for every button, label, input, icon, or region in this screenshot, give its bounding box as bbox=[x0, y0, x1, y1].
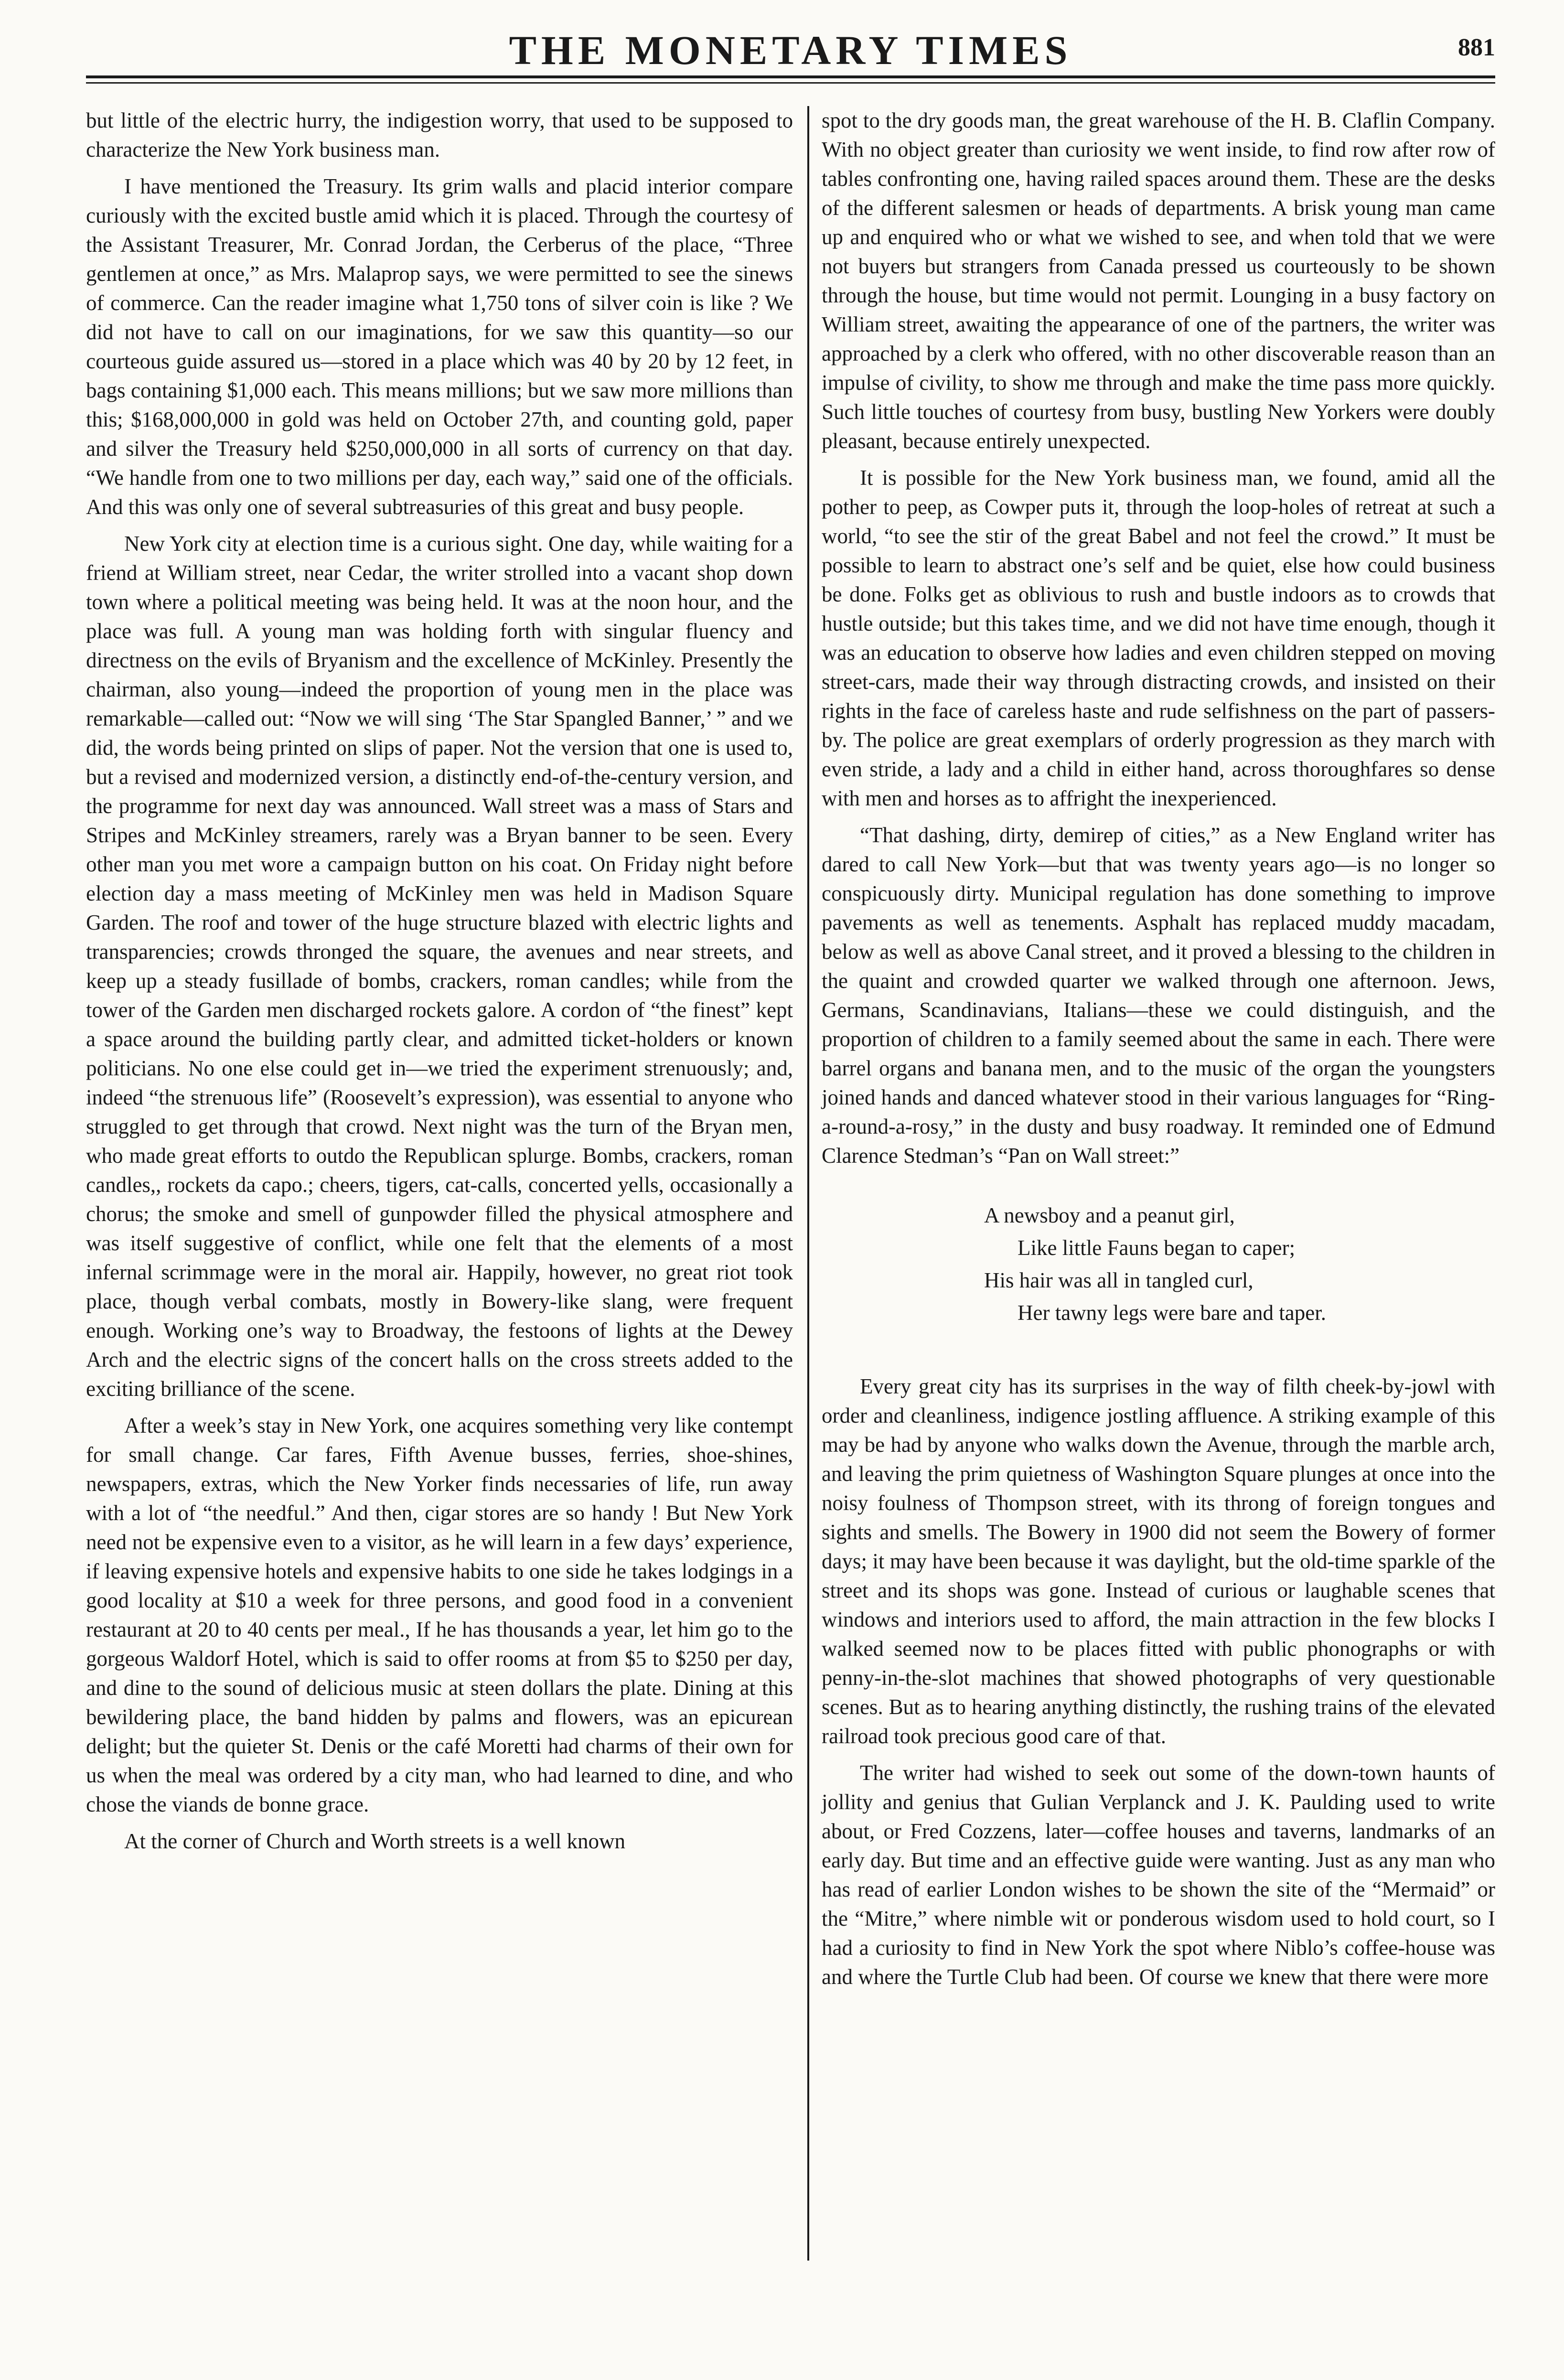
publication-title: THE MONETARY TIMES bbox=[509, 27, 1072, 73]
poem-line: Her tawny legs were bare and taper. bbox=[1018, 1301, 1326, 1325]
poem-line: Like little Fauns began to caper; bbox=[1018, 1236, 1296, 1260]
paragraph: The writer had wished to seek out some of the down-town haunts of jollity and genius that Gulian Verplanck and J. K. Paulding used to write about, or Fred Cozzens, later—coffee houses and taverns, landmarks of an early day. But time and an effective guide were wanting. Just as any man who has read of earlier London wishes to be shown the site of the “Mermaid” or the “Mitre,” where nimble wit or ponderous wisdom used to hold court, so I had a curiosity to find in New York the spot where Niblo’s coffee-house was and where the Turtle Club had been. Of course we knew that there were more bbox=[822, 1761, 1495, 1989]
paragraph: New York city at election time is a curious sight. One day, while waiting for a friend at William street, near Cedar, the writer strolled into a vacant shop down town where a political meeting was being held. It was at the noon hour, and the place was full. A young man was holding forth with singular fluency and directness on the evils of Bryanism and the excellence of McKinley. Presently the chairman, also young—indeed the proportion of young men in the place was remarkable—called out: “Now we will sing ‘The Star Spangled Banner,’ ” and we did, the words being printed on slips of paper. Not the version that one is used to, but a revised and modernized version, a distinctly end-of-the-century version, and the programme for next day was announced. Wall street was a mass of Stars and Stripes and McKinley streamers, rarely was a Bryan banner to be seen. Every other man you met wore a campaign button on his coat. On Friday night before election day a mass meeting of McKinley men was held in Madison Square Garden. The roof and tower of the huge structure blazed with electric lights and transparencies; crowds thronged the square, the avenues and near streets, and keep up a steady fusillade of bombs, crackers, roman candles; while from the tower of the Garden men discharged rockets galore. A cordon of “the finest” kept a space around the building partly clear, and admitted ticket-holders or known politicians. No one else could get in—we tried the experiment strenuously; and, indeed “the strenuous life” (Roosevelt’s expression), was essential to anyone who struggled to get through that crowd. Next night was the turn of the Bryan men, who made great efforts to outdo the Republican splurge. Bombs, crackers, roman candles,, rockets da capo.; cheers, tigers, cat-calls, concerted yells, occasionally a chorus; the smoke and smell of gunpowder filled the physical atmosphere and was itself suggestive of conflict, while one felt that the elements of a most infernal scrimmage were in the moral air. Happily, however, no great riot took place, though verbal combats, mostly in Bowery-like slang, were frequent enough. Working one’s way to Broadway, the festoons of lights at the Dewey Arch and the electric signs of the concert halls on the cross streets added to the exciting brilliance of the scene. bbox=[86, 532, 793, 1401]
poem-line: A newsboy and a peanut girl, bbox=[984, 1203, 1235, 1227]
column-divider bbox=[807, 106, 809, 2261]
paragraph: but little of the electric hurry, the indigestion worry, that used to be supposed to characterize the New York business man. bbox=[86, 108, 793, 161]
paragraph: I have mentioned the Treasury. Its grim walls and placid interior compare curiously with the excited bustle amid which it is placed. Through the courtesy of the Assistant Treasurer, Mr. Conrad Jordan, the Cerberus of the place, “Three gentlemen at once,” as Mrs. Malaprop says, we were permitted to see the sinews of commerce. Can the reader imagine what 1,750 tons of silver coin is like ? We did not have to call on our imaginations, for we saw this quantity—so our courteous guide assured us—stored in a place which was 40 by 20 by 12 feet, in bags containing $1,000 each. This means millions; but we saw more millions than this; $168,000,000 in gold was held on October 27th, and counting gold, paper and silver the Treasury held $250,000,000 in all sorts of currency on that day. “We handle from one to two millions per day, each way,” said one of the officials. And this was only one of several subtreasuries of this great and busy people. bbox=[86, 174, 793, 519]
masthead bbox=[86, 29, 1495, 72]
left-column bbox=[86, 106, 793, 1864]
paragraph: It is possible for the New York business man, we found, amid all the pother to peep, as Cowper puts it, through the loop-holes of retreat at such a world, “to see the stir of the great Babel and not feel the crowd.” It must be possible to learn to abstract one’s self and be quiet, else how could business be done. Folks get as oblivious to rush and bustle indoors as to crowds that hustle outside; but this takes time, and we did not have time enough, though it was an education to observe how ladies and even children stepped on moving street-cars, made their way through distracting crowds, and insisted on their rights in the face of careless haste and rude selfishness on the part of passers-by. The police are great exemplars of orderly progression as they march with even stride, a lady and a child in either hand, across thoroughfares so dense with men and horses as to affright the inexperienced. bbox=[822, 466, 1495, 810]
page-number: 881 bbox=[1458, 34, 1495, 61]
poem-line: His hair was all in tangled curl, bbox=[984, 1268, 1253, 1292]
masthead-rule-thick bbox=[86, 75, 1495, 78]
paragraph: Every great city has its surprises in the way of filth cheek-by-jowl with order and cleanliness, indigence jostling affluence. A striking example of this may be had by anyone who walks down the Avenue, through the marble arch, and leaving the prim quietness of Washington Square plunges at once into the noisy foulness of Thompson street, with its throng of foreign tongues and sights and smells. The Bowery in 1900 did not seem the Bowery of former days; it may have been because it was daylight, but the old-time sparkle of the street and its shops was gone. Instead of curious or laughable scenes that windows and interiors used to afford, the main attraction in the few blocks I walked seemed now to be places fitted with public phonographs or with penny-in-the-slot machines that showed photographs of very questionable scenes. But as to hearing anything distinctly, the rushing trains of the elevated railroad took precious good care of that. bbox=[822, 1374, 1495, 1748]
right-column bbox=[822, 106, 1495, 1999]
paragraph: spot to the dry goods man, the great warehouse of the H. B. Claflin Company. With no object greater than curiosity we went inside, to find row after row of tables confronting one, having railed spaces around them. These are the desks of the different salesmen or heads of departments. A brisk young man came up and enquired who or what we wished to see, and when told that we were not buyers but strangers from Canada pressed us courteously to be shown through the house, but time would not permit. Lounging in a busy factory on William street, awaiting the appearance of one of the partners, the writer was approached by a clerk who offered, with no other discoverable reason than an impulse of civility, to show me through and make the time pass more quickly. Such little touches of courtesy from busy, bustling New Yorkers were doubly pleasant, because entirely unexpected. bbox=[822, 108, 1495, 453]
poem-quote bbox=[984, 1199, 1495, 1329]
masthead-rule-thin bbox=[86, 82, 1495, 84]
paragraph: At the corner of Church and Worth streets is a well known bbox=[124, 1829, 626, 1853]
paragraph: After a week’s stay in New York, one acquires something very like contempt for small change. Car fares, Fifth Avenue busses, ferries, shoe-shines, newspapers, extras, which the New Yorker finds necessaries of life, run away with a lot of “the needful.” And then, cigar stores are so handy ! But New York need not be expensive even to a visitor, as he will learn in a few days’ experience, if leaving expensive hotels and expensive habits to one side he takes lodgings in a good locality at $10 a week for three persons, and good food in a convenient restaurant at 20 to 40 cents per meal., If he has thousands a year, let him go to the gorgeous Waldorf Hotel, which is said to offer rooms at from $5 to $250 per day, and dine to the sound of delicious music at steen dollars the plate. Dining at this bewildering place, the band hidden by palms and flowers, was an epicurean delight; but the quieter St. Denis or the café Moretti had charms of their own for us when the meal was ordered by a city man, who had learned to dine, and who chose the viands de bonne grace. bbox=[86, 1414, 793, 1816]
paragraph: “That dashing, dirty, demirep of cities,” as a New England writer has dared to call New York—but that was twenty years ago—is no longer so conspicuously dirty. Municipal regulation has done something to improve pavements as well as tenements. Asphalt has replaced muddy macadam, below as well as above Canal street, and it proved a blessing to the children in the quaint and crowded quarter we walked through one afternoon. Jews, Germans, Scandinavians, Italians—these we could distinguish, and the proportion of children to a family seemed about the same in each. There were barrel organs and banana men, and to the music of the organ the youngsters joined hands and danced whatever stood in their various languages for “Ring-a-round-a-rosy,” in the dusty and busy roadway. It reminded one of Edmund Clarence Stedman’s “Pan on Wall street:” bbox=[822, 823, 1495, 1168]
